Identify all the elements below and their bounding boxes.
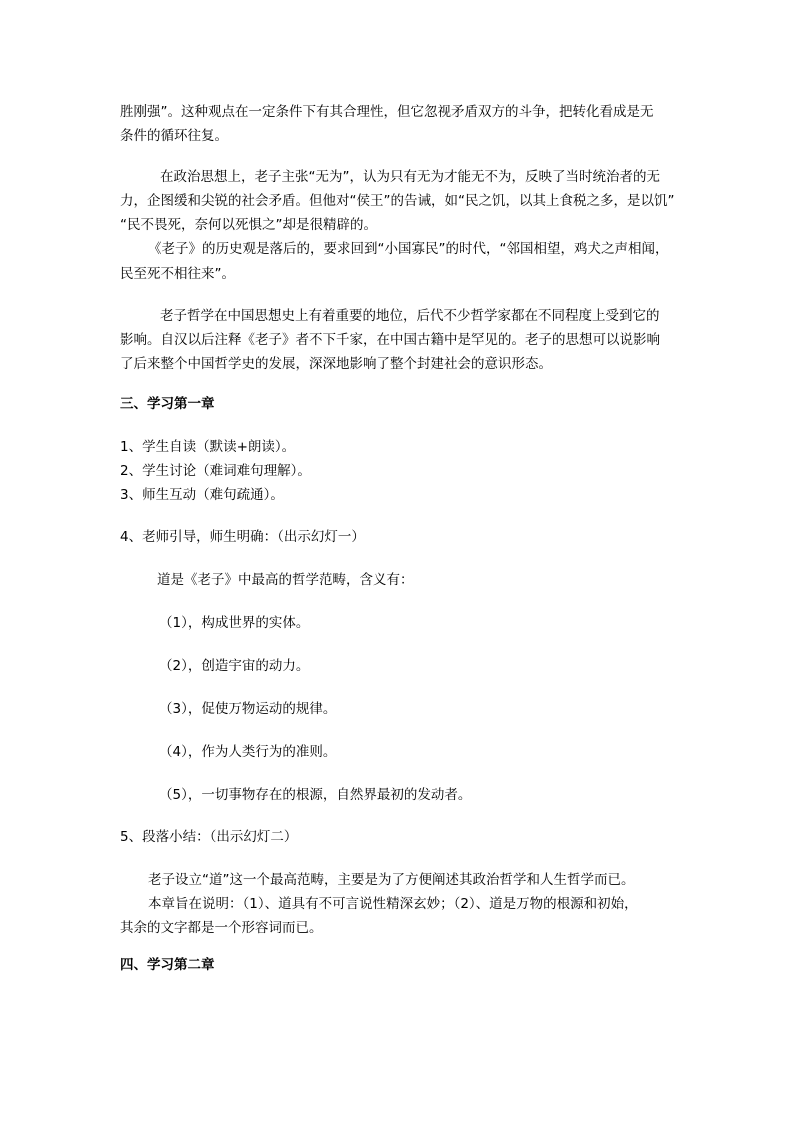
paragraph-line: 老子哲学在中国思想史上有着重要的地位，后代不少哲学家都在不同程度上受到它的 xyxy=(160,308,660,324)
paragraph-line: 其余的文字都是一个形容词而已。 xyxy=(120,920,323,936)
list-item: 2、学生讨论（难词难句理解）。 xyxy=(120,463,311,479)
list-item: （3），促使万物运动的规律。 xyxy=(159,701,337,717)
paragraph-line: 民至死不相往来”。 xyxy=(120,266,235,282)
list-item: （1），构成世界的实体。 xyxy=(159,615,310,631)
paragraph-line: “民不畏死，奈何以死惧之”却是很精辟的。 xyxy=(120,217,377,233)
paragraph-line: 胜刚强”。这种观点在一定条件下有其合理性，但它忽视矛盾双方的斗争，把转化看成是无 xyxy=(120,104,654,120)
paragraph-line: 条件的循环往复。 xyxy=(120,128,228,144)
list-item: 5、段落小结：（出示幻灯二） xyxy=(120,829,298,845)
list-item: （2），创造宇宙的动力。 xyxy=(159,658,310,674)
paragraph-line: 力，企图缓和尖锐的社会矛盾。但他对“侯王”的告诫，如“民之饥，以其上食税之多，是以饥” xyxy=(120,193,675,209)
paragraph-line: 老子设立“道”这一个最高范畴，主要是为了方便阐述其政治哲学和人生哲学而已。 xyxy=(148,872,635,888)
paragraph-line: 影响。自汉以后注释《老子》者不下千家，在中国古籍中是罕见的。老子的思想可以说影响 xyxy=(120,332,660,348)
section-heading: 三、学习第一章 xyxy=(120,396,215,412)
paragraph-line: 道是《老子》中最高的哲学范畴，含义有： xyxy=(157,572,414,588)
list-item: （4），作为人类行为的准则。 xyxy=(159,744,337,760)
list-item: （5），一切事物存在的根源，自然界最初的发动者。 xyxy=(159,787,472,803)
list-item: 1、学生自读（默读+朗读）。 xyxy=(120,439,296,455)
paragraph-line: 了后来整个中国哲学史的发展，深深地影响了整个封建社会的意识形态。 xyxy=(120,356,552,372)
paragraph-line: 《老子》的历史观是落后的，要求回到“小国寡民”的时代，“邻国相望，鸡犬之声相闻， xyxy=(148,241,669,257)
paragraph-line: 在政治思想上，老子主张“无为”，认为只有无为才能无不为，反映了当时统治者的无 xyxy=(160,169,660,185)
list-item: 4、老师引导，师生明确：（出示幻灯一） xyxy=(120,529,365,545)
paragraph-line: 本章旨在说明：（1）、道具有不可言说性精深玄妙；（2）、道是万物的根源和初始， xyxy=(148,896,638,912)
list-item: 3、师生互动（难句疏通）。 xyxy=(120,487,284,503)
section-heading: 四、学习第二章 xyxy=(120,957,215,973)
